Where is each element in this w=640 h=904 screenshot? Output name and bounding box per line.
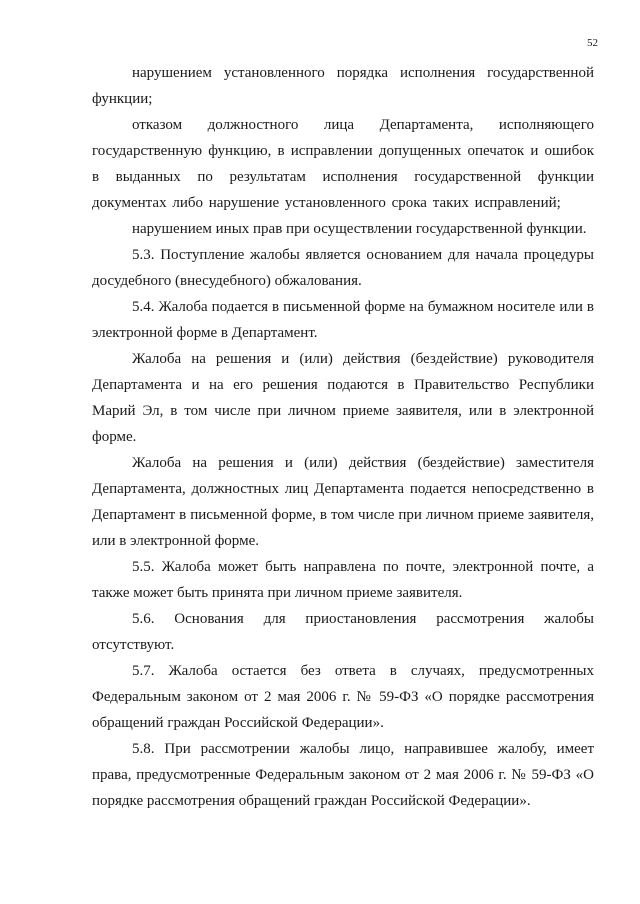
paragraph-5-8: 5.8. При рассмотрении жалобы лицо, направившее жалобу, имеет права, предусмотренные Федеральным законом от 2 мая 2006 г. № 59-ФЗ «О порядке рассмотрения обращений граждан Российской Федерации». <box>92 741 594 809</box>
paragraph-5-5: 5.5. Жалоба может быть направлена по почте, электронной почте, а также может быть принята при личном приеме заявителя. <box>92 559 594 601</box>
paragraph-5-7: 5.7. Жалоба остается без ответа в случаях, предусмотренных Федеральным законом от 2 мая 2006 г. № 59-ФЗ «О порядке рассмотрения обращений граждан Российской Федерации». <box>92 663 594 731</box>
paragraph-violation-procedure: нарушением установленного порядка исполнения государственной функции; <box>92 65 594 107</box>
paragraph-refusal-corrections: отказом должностного лица Департамента, исполняющего государственную функцию, в исправлении допущенных опечаток и ошибок в выданных по результатам исполнения государственной функции документах либо нарушение установленного срока таких исправлений; <box>92 117 594 211</box>
paragraph-5-3: 5.3. Поступление жалобы является основанием для начала процедуры досудебного (внесудебного) обжалования. <box>92 247 594 289</box>
paragraph-5-4: 5.4. Жалоба подается в письменной форме на бумажном носителе или в электронной форме в Департамент. <box>92 299 594 341</box>
paragraph-5-6: 5.6. Основания для приостановления рассмотрения жалобы отсутствуют. <box>92 611 594 653</box>
paragraph-complaint-deputy: Жалоба на решения и (или) действия (бездействие) заместителя Департамента, должностных лиц Департамента подается непосредственно в Департамент в письменной форме, в том числе при личном приеме заявителя, или в электронной форме. <box>92 455 594 549</box>
page-number: 52 <box>587 37 598 49</box>
paragraph-complaint-head: Жалоба на решения и (или) действия (бездействие) руководителя Департамента и на его решения подаются в Правительство Республики Марий Эл, в том числе при личном приеме заявителя, или в электронной форме. <box>92 351 594 445</box>
paragraph-other-rights: нарушением иных прав при осуществлении государственной функции. <box>132 221 587 237</box>
document-body <box>92 60 594 814</box>
